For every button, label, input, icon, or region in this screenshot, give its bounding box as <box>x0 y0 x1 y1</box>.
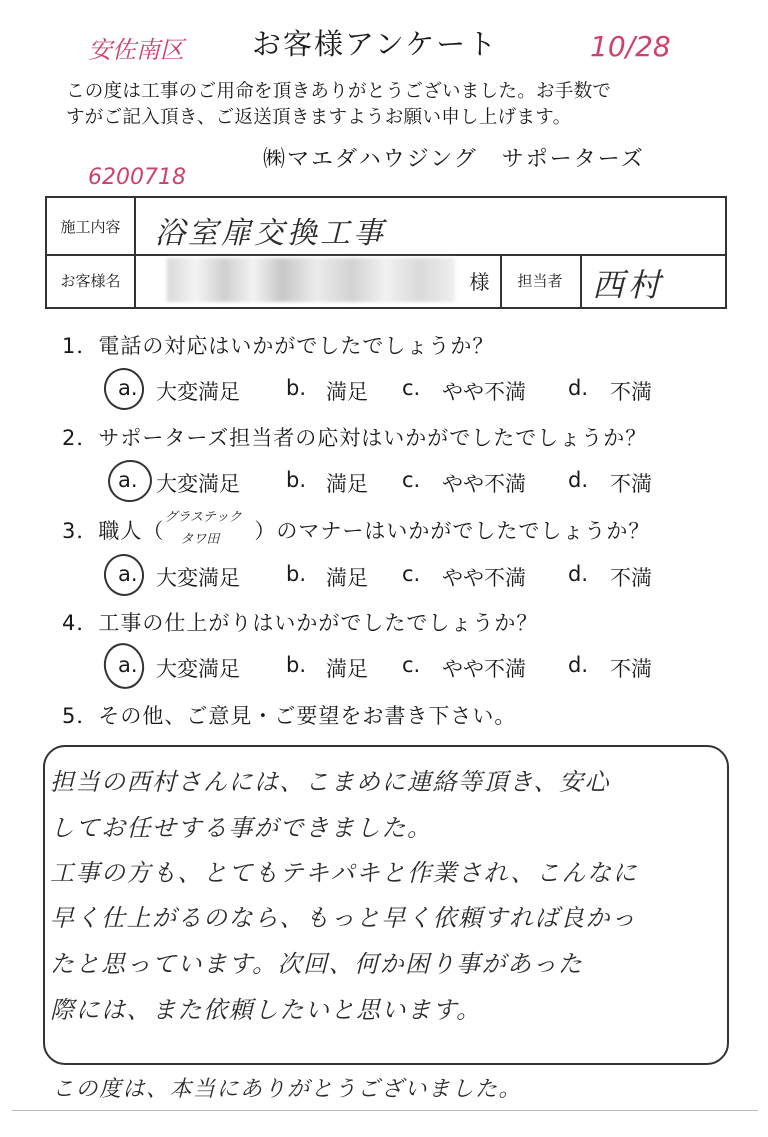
option-c-label: c. <box>402 653 421 677</box>
date-note: 10/28 <box>590 30 671 63</box>
option-d-text: 不満 <box>610 657 652 681</box>
option-c-text: やや不満 <box>442 472 526 496</box>
question-3-text-before: 3．職人（ <box>62 519 165 543</box>
selected-circle <box>104 456 156 506</box>
selected-circle <box>100 639 149 692</box>
closing-note: この度は、本当にありがとうございました。 <box>52 1077 523 1102</box>
comment-line-6: 際には、また依頼したいと思います。 <box>50 996 482 1024</box>
option-c-text: やや不満 <box>442 566 526 590</box>
page-title: お客様アンケート <box>252 27 499 61</box>
craftsman-note-bottom: タワ田 <box>180 532 220 547</box>
option-a-text: 大変満足 <box>156 380 240 404</box>
option-b-label: b. <box>286 562 307 586</box>
option-d-label: d. <box>568 653 589 677</box>
customer-name-redacted <box>167 258 455 302</box>
company-name: ㈱マエダハウジング サポーターズ <box>263 147 645 172</box>
option-b-text: 満足 <box>326 472 368 496</box>
option-a-label: a. <box>118 376 138 400</box>
comment-line-3: 工事の方も、とてもテキパキと作業され、こんなに <box>50 859 638 887</box>
bottom-rule <box>12 1110 758 1111</box>
work-value: 浴室扉交換工事 <box>155 216 386 251</box>
selected-circle <box>100 550 148 599</box>
option-d-label: d. <box>568 376 589 400</box>
comment-line-5: たと思っています。次回、何か困り事があった <box>50 950 584 978</box>
option-b-label: b. <box>286 468 307 492</box>
option-d-text: 不満 <box>610 472 652 496</box>
staff-label: 担当者 <box>500 254 582 307</box>
staff-value: 西村 <box>592 266 665 304</box>
option-b-label: b. <box>286 376 307 400</box>
option-a-label: a. <box>118 653 138 677</box>
option-b-text: 満足 <box>326 657 368 681</box>
option-a-label: a. <box>118 562 138 586</box>
craftsman-note-top: グラステック <box>164 510 242 525</box>
option-a-text: 大変満足 <box>156 657 240 681</box>
option-c-label: c. <box>402 562 421 586</box>
option-b-label: b. <box>286 653 307 677</box>
customer-row <box>47 254 725 307</box>
option-d-text: 不満 <box>610 566 652 590</box>
option-a-text: 大変満足 <box>156 472 240 496</box>
work-label: 施工内容 <box>47 198 136 254</box>
intro-line-2: すがご記入頂き、ご返送頂きますようお願い申し上げます。 <box>66 107 572 128</box>
option-d-label: d. <box>568 468 589 492</box>
info-table <box>45 196 727 309</box>
option-a-text: 大変満足 <box>156 566 240 590</box>
comment-line-4: 早く仕上がるのなら、もっと早く依頼すれば良かっ <box>50 904 637 932</box>
option-b-text: 満足 <box>326 566 368 590</box>
selected-circle <box>100 364 148 413</box>
honorific: 様 <box>459 254 502 307</box>
question-5: 5．その他、ご意見・ご要望をお書き下さい。 <box>62 704 517 728</box>
option-b-text: 満足 <box>326 380 368 404</box>
option-c-text: やや不満 <box>442 380 526 404</box>
option-d-text: 不満 <box>610 380 652 404</box>
option-a-label: a. <box>118 468 138 492</box>
question-1: 1．電話の対応はいかがでしたでしょうか？ <box>62 334 495 358</box>
question-4: 4．工事の仕上がりはいかがでしたでしょうか？ <box>62 611 539 635</box>
intro-line-1: この度は工事のご用命を頂きありがとうございました。お手数で <box>66 81 612 102</box>
question-3-text-after: ）のマナーはいかがでしたでしょうか？ <box>254 519 651 543</box>
option-c-text: やや不満 <box>442 657 526 681</box>
customer-label: お客様名 <box>47 254 136 307</box>
ward-note: 安佐南区 <box>88 36 184 64</box>
comment-line-2: してお任せする事ができました。 <box>50 814 433 842</box>
question-3 <box>62 510 651 547</box>
option-c-label: c. <box>402 376 421 400</box>
question-2: 2．サポーターズ担当者の応対はいかがでしたでしょうか？ <box>62 426 648 450</box>
option-c-label: c. <box>402 468 421 492</box>
work-row <box>47 198 725 256</box>
comment-line-1: 担当の西村さんには、こまめに連絡等頂き、安心 <box>50 768 611 796</box>
order-number-note: 6200718 <box>88 165 186 190</box>
option-d-label: d. <box>568 562 589 586</box>
